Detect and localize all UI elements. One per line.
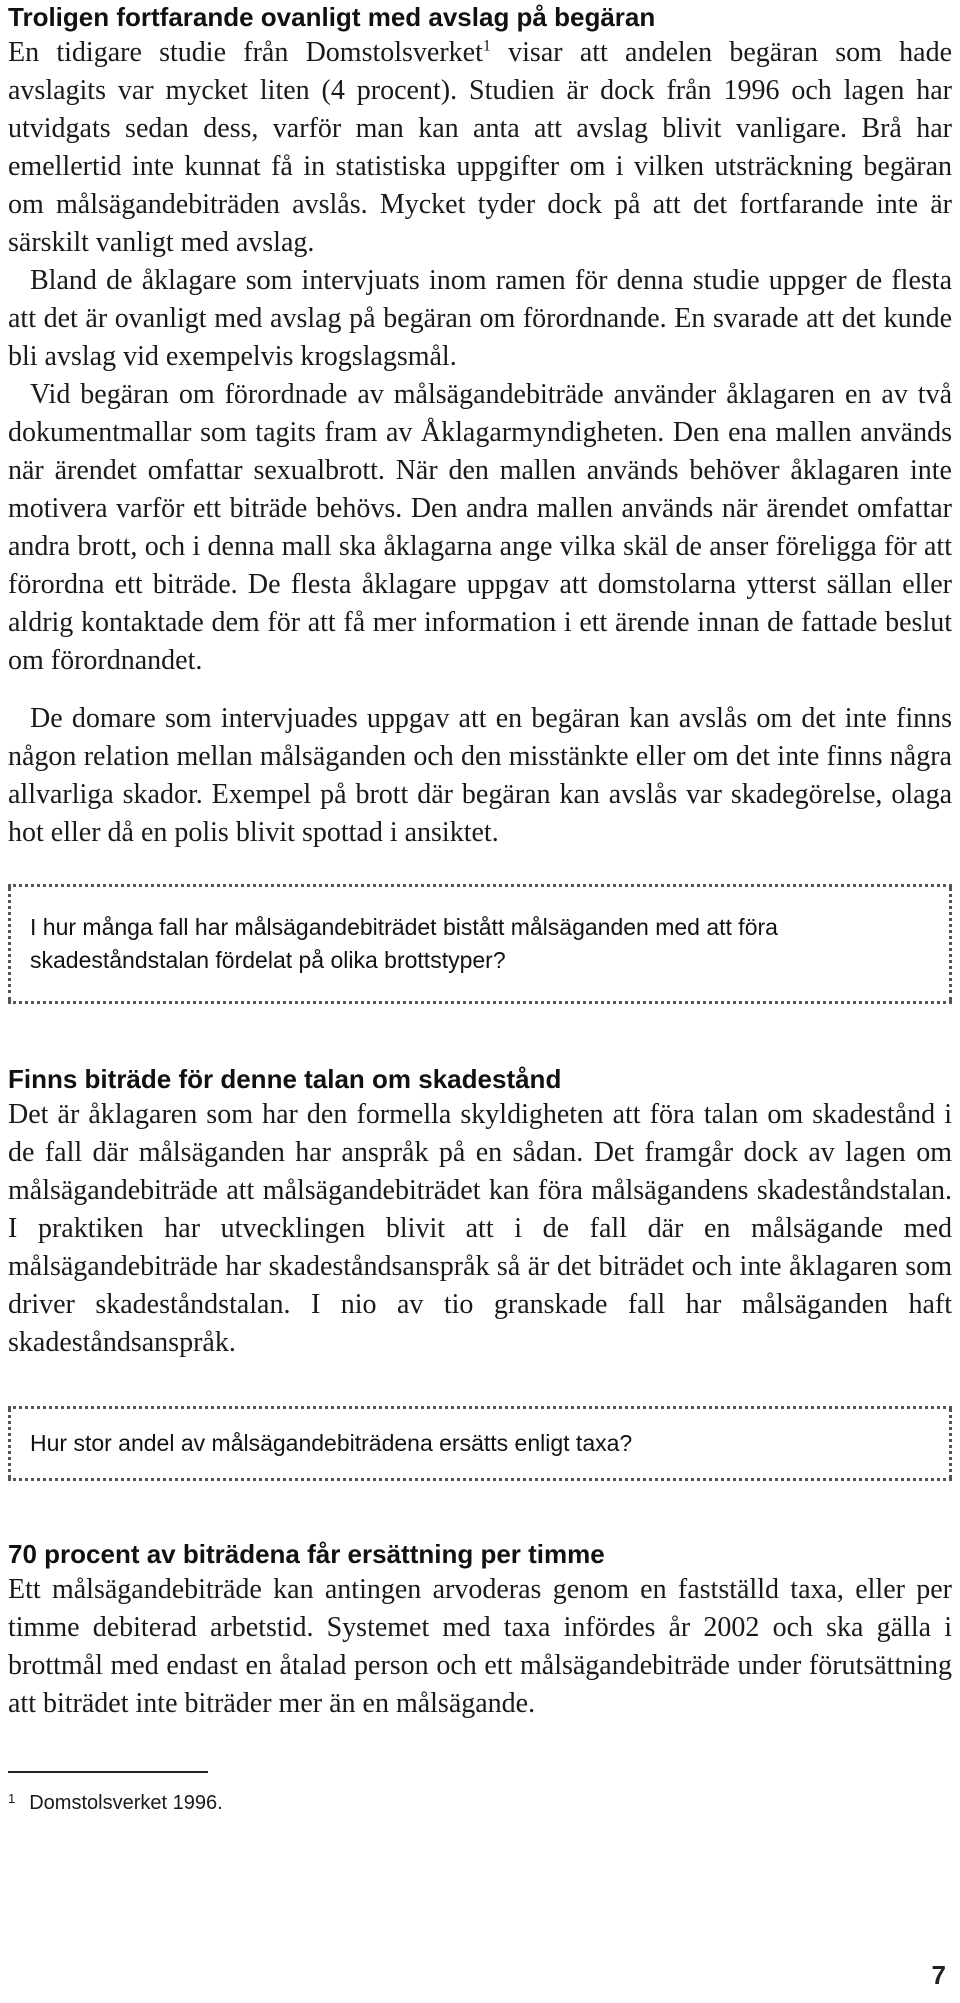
question-text: I hur många fall har målsägandebiträdet bistått målsäganden med att föra skadeståndstalan fördelat på olika brottstyper? [30,914,778,973]
footnote-reference: 1 [482,37,491,55]
section-heading-skadestand: Finns biträde för denne talan om skadestånd [8,1064,562,1094]
section-heading-avslag: Troligen fortfarande ovanligt med avslag på begäran [8,2,656,32]
question-box [8,1406,952,1481]
footnote-number: 1 [8,1791,16,1806]
paragraph: Bland de åklagare som intervjuats inom ramen för denna studie uppger de flesta att det är ovanligt med avslag på begäran om förordnande. En svarade att det kunde bli avslag vid exempelvis krogslagsmål. [8,265,952,372]
paragraph: Ett målsägandebiträde kan antingen arvoderas genom en fastställd taxa, eller per timme debiterad arbetstid. Systemet med taxa infördes år 2002 och ska gälla i brottmål med endast en åtalad person och ett målsägandebiträde under förutsättning att biträdet inte biträder mer än en målsägande. [8,1574,952,1719]
paragraph-text: En tidigare studie från Domstolsverket [8,37,483,68]
paragraph: De domare som intervjuades uppgav att en begäran kan avslås om det inte finns någon relation mellan målsäganden och den misstänkte eller om det inte finns några allvarliga skador. Exempel på brott där begäran kan avslås var skadegörelse, olaga hot eller då en polis blivit spottad i ansiktet. [8,703,952,848]
paragraph-text: visar att andelen begäran som hade avslagits var mycket liten (4 procent). Studien är dock från 1996 och lagen har utvidgats sedan dess, varför man kan anta att avslag blivit vanligare. Brå har emellertid inte kunnat få in statistiska uppgifter om i vilken utsträckning begäran om målsägandebiträden avslås. Mycket tyder dock på att det fortfarande inte är särskilt vanligt med avslag. [8,37,952,258]
page-number: 7 [931,1960,946,1990]
section-heading-ersattning: 70 procent av biträdena får ersättning per timme [8,1539,605,1569]
footnote [8,1785,952,1817]
paragraph: Vid begäran om förordnade av målsägandebiträde använder åklagaren en av två dokumentmallar som tagits fram av Åklagarmyndigheten. Den ena mallen används när ärendet omfattar sexualbrott. När den mallen används behöver åklagaren inte motivera varför ett biträde behövs. Den andra mallen används när ärendet omfattar andra brott, och i denna mall ska åklagarna ange vilka skäl de anser föreligga för att förordna ett biträde. De flesta åklagare uppgav att domstolarna ytterst sällan eller aldrig kontaktade dem för att få mer information i ett ärende innan de fattade beslut om förordnandet. [8,379,952,676]
footnote-divider [8,1771,208,1773]
paragraph [8,34,952,262]
footnote-text: Domstolsverket 1996. [29,1792,223,1814]
question-box [8,884,952,1004]
paragraph: Det är åklagaren som har den formella skyldigheten att föra talan om skadestånd i de fall där målsäganden har anspråk på en sådan. Det framgår dock av lagen om målsägandebiträde att målsägandebiträdet kan föra målsägandens skadeståndstalan. I praktiken har utvecklingen blivit att i de fall där en målsägande med målsägandebiträde har skadeståndsanspråk så är det biträdet och inte åklagaren som driver skadeståndstalan. I nio av tio granskade fall har målsäganden haft skadeståndsanspråk. [8,1099,952,1358]
question-text: Hur stor andel av målsägandebiträdena ersätts enligt taxa? [30,1430,633,1456]
